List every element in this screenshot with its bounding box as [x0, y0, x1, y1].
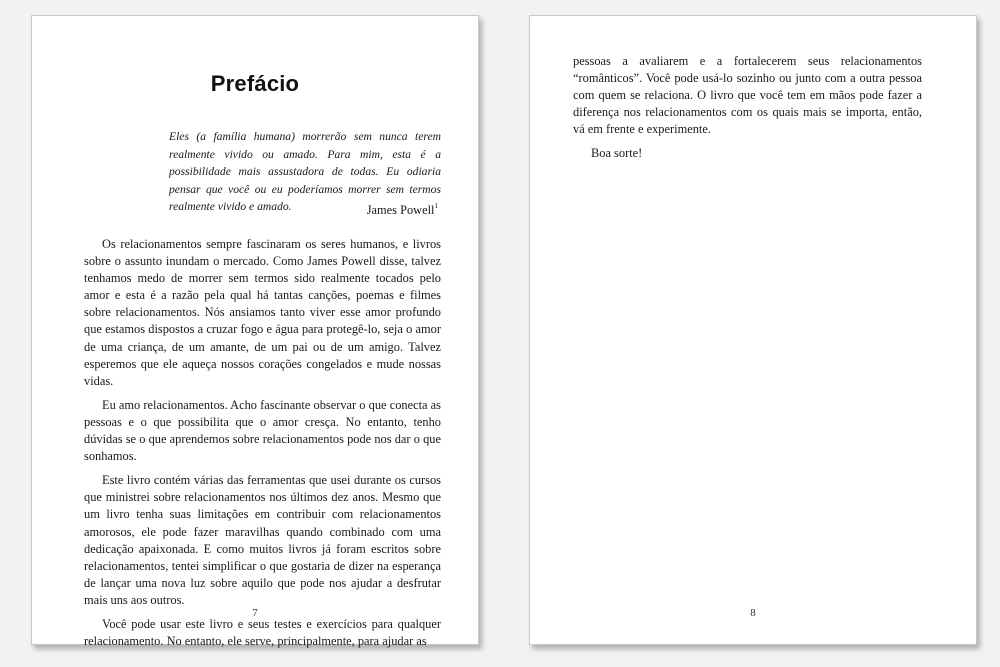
body-paragraph-continued: pessoas a avaliarem e a fortalecerem seus relacionamentos “românticos”. Você pode usá-lo sozinho ou junto com a outra pessoa com quem se relaciona. O livro que você tem em mãos pode fazer a diferença nos relacionamentos com os quais mais se importa, então, vá em frente e experimente. [573, 54, 922, 137]
body-paragraph: Você pode usar este livro e seus testes e exercícios para qualquer relacionamento. No entanto, ele serve, principalmente, para ajudar as [84, 616, 441, 649]
footnote-mark: 1 [434, 202, 438, 210]
closing-line: Boa sorte! [591, 146, 643, 161]
left-page-body [84, 236, 441, 657]
body-paragraph: Os relacionamentos sempre fascinaram os seres humanos, e livros sobre o assunto inundam o mercado. Como James Powell disse, talvez tenhamos medo de morrer sem termos sido realmente tocados pelo amor e esta é a razão pela qual há tantas canções, poemas e filmes sobre relacionamentos. Nós ansiamos tanto viver esse amor profundo que estamos dispostos a cruzar fogo e água para protegê-lo, seja o amor de uma criança, de um amante, de um pai ou de um amigo. Talvez esperemos que ele aqueça nossos corações congelados e mude nossas vidas. [84, 237, 441, 388]
left-page [31, 15, 479, 649]
page-number: 8 [750, 607, 756, 619]
right-page [529, 15, 977, 645]
epigraph-attribution [367, 203, 438, 218]
chapter-title: Prefácio [210, 71, 300, 96]
body-paragraph: Eu amo relacionamentos. Acho fascinante observar o que conecta as pessoas e o que possibilita que o amor cresça. No entanto, tenho dúvidas se o que aprendemos sobre relacionamentos pode nos dar o que sonhamos. [84, 397, 441, 464]
epigraph-author: James Powell [366, 203, 435, 217]
right-page-body [573, 53, 922, 170]
page-number: 7 [252, 607, 258, 619]
epigraph-quote: Eles (a família humana) morrerão sem nunca terem realmente vivido ou amado. Para mim, esta é a possibilidade mais assustadora de todas. Eu odiaria pensar que você ou eu poderíamos morrer sem termos realmente vivido e amado. [169, 130, 441, 214]
body-paragraph: Este livro contém várias das ferramentas que usei durante os cursos que ministrei sobre relacionamentos nos últimos dez anos. Mesmo que um livro tenha suas limitações em contribuir com relacionamentos amorosos, ele pode fazer maravilhas quando combinado com uma dedicação apaixonada. E como muitos livros já foram escritos sobre relacionamentos, tentei simplificar o que gostaria de dizer na esperança de lançar uma nova luz sobre aquilo que pode nos ajudar a desfrutar mais uns aos outros. [84, 473, 441, 607]
